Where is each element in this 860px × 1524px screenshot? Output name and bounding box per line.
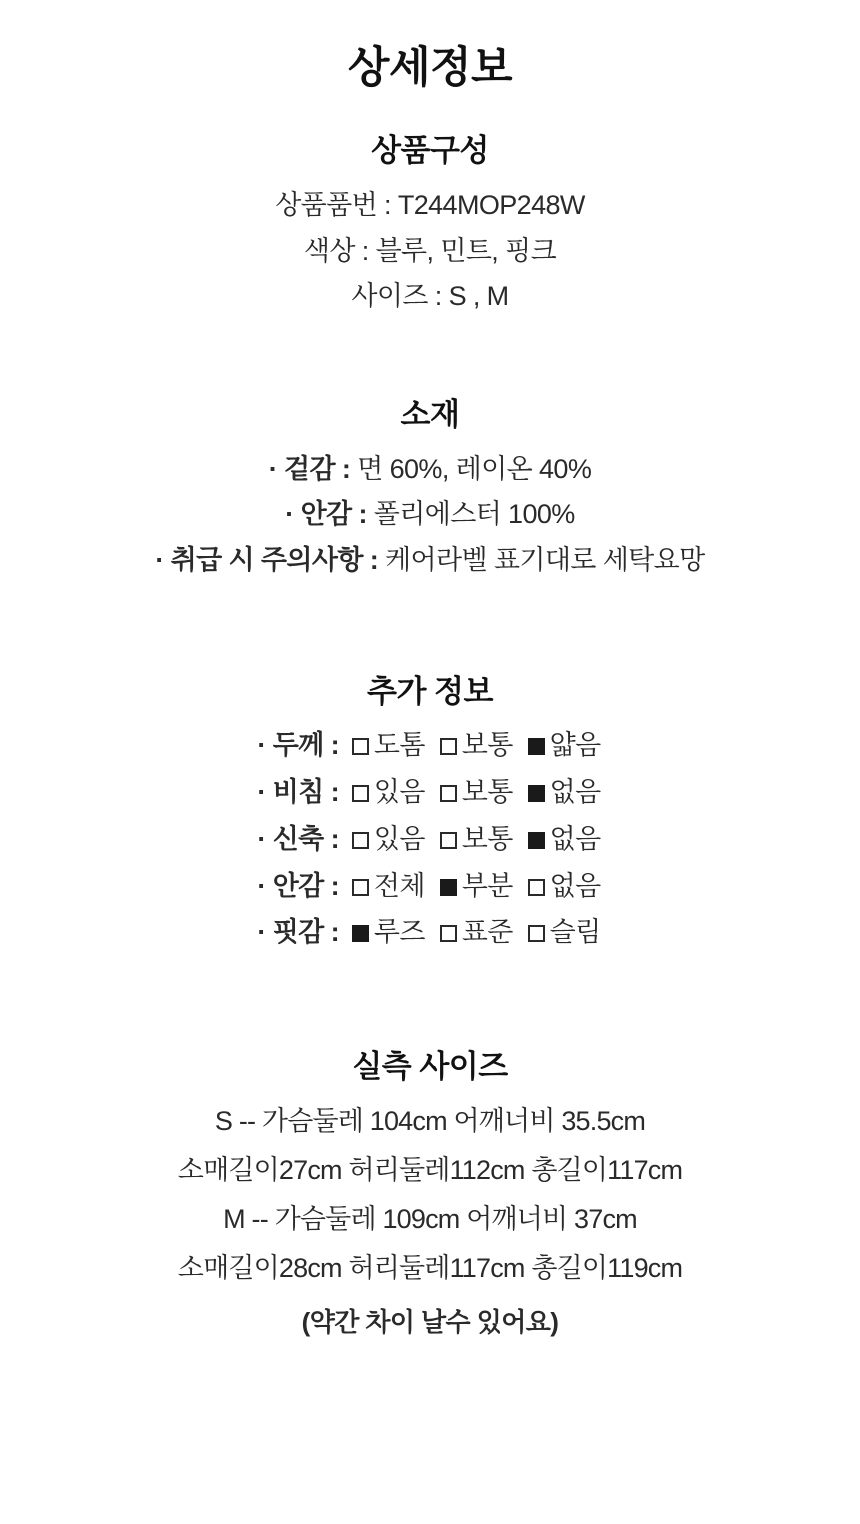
material-row xyxy=(155,543,704,578)
spec-row-transparency xyxy=(257,776,602,810)
spec-option-label: 없음 xyxy=(549,870,601,901)
spec-row-lining xyxy=(257,870,602,904)
spec-label: · 비침 : xyxy=(257,777,339,808)
checkbox-checked-icon[interactable] xyxy=(528,785,545,802)
checkbox-unchecked-icon[interactable] xyxy=(352,738,369,755)
spec-option[interactable] xyxy=(440,729,513,763)
material-row-value: 면 60%, 레이온 40% xyxy=(357,453,592,484)
spec-option-label: 없음 xyxy=(549,777,601,808)
spec-option[interactable] xyxy=(528,870,601,904)
section-title-measurements: 실측 사이즈 xyxy=(352,1049,508,1085)
spec-option-label: 루즈 xyxy=(373,917,425,948)
spec-option[interactable] xyxy=(352,870,425,904)
spec-option-label: 보통 xyxy=(461,730,513,761)
checkbox-unchecked-icon[interactable] xyxy=(440,738,457,755)
spec-option-label: 전체 xyxy=(373,870,425,901)
material-row-value: 폴리에스터 100% xyxy=(373,499,575,530)
measurement-line: 소매길이27cm 허리둘레112cm 총길이117cm xyxy=(177,1155,683,1186)
spec-option-label: 있음 xyxy=(373,777,425,808)
spec-option[interactable] xyxy=(528,776,601,810)
checkbox-unchecked-icon[interactable] xyxy=(528,925,545,942)
section-measurements xyxy=(0,1041,860,1365)
checkbox-unchecked-icon[interactable] xyxy=(440,925,457,942)
spec-option-label: 없음 xyxy=(549,823,601,854)
spec-option-label: 보통 xyxy=(461,777,513,808)
spec-option[interactable] xyxy=(352,916,425,950)
spec-option-label: 슬림 xyxy=(549,917,601,948)
section-extra-info xyxy=(0,666,860,963)
spec-option-label: 얇음 xyxy=(549,730,601,761)
spec-option-label: 보통 xyxy=(461,823,513,854)
checkbox-unchecked-icon[interactable] xyxy=(440,785,457,802)
measurement-line: 소매길이28cm 허리둘레117cm 총길이119cm xyxy=(177,1253,683,1284)
spec-option[interactable] xyxy=(528,729,601,763)
spec-option[interactable] xyxy=(440,823,513,857)
spec-option[interactable] xyxy=(528,823,601,857)
section-material xyxy=(0,389,860,589)
material-row-label: · 취급 시 주의사항 : xyxy=(155,544,379,575)
material-row xyxy=(269,452,591,487)
checkbox-unchecked-icon[interactable] xyxy=(528,879,545,896)
composition-line: 사이즈 : S , M xyxy=(351,281,509,312)
spec-option[interactable] xyxy=(440,870,513,904)
checkbox-checked-icon[interactable] xyxy=(440,879,457,896)
spec-option-label: 부분 xyxy=(461,870,513,901)
composition-line: 색상 : 블루, 민트, 핑크 xyxy=(303,235,557,266)
checkbox-unchecked-icon[interactable] xyxy=(352,879,369,896)
spec-option[interactable] xyxy=(528,916,601,950)
checkbox-checked-icon[interactable] xyxy=(352,925,369,942)
spec-option[interactable] xyxy=(352,776,425,810)
section-composition xyxy=(0,125,860,325)
checkbox-unchecked-icon[interactable] xyxy=(440,832,457,849)
checkbox-checked-icon[interactable] xyxy=(528,738,545,755)
measurement-line: S -- 가슴둘레 104cm 어깨너비 35.5cm xyxy=(214,1106,646,1137)
spec-row-elasticity xyxy=(257,823,602,857)
spec-option-label: 표준 xyxy=(461,917,513,948)
checkbox-unchecked-icon[interactable] xyxy=(352,785,369,802)
spec-option[interactable] xyxy=(440,916,513,950)
spec-row-thickness xyxy=(257,729,602,763)
spec-label: · 안감 : xyxy=(257,870,339,901)
checkbox-checked-icon[interactable] xyxy=(528,832,545,849)
material-row-label: · 겉감 : xyxy=(268,453,351,484)
spec-option-label: 도톰 xyxy=(373,730,425,761)
section-title-material: 소재 xyxy=(400,396,460,432)
checkbox-unchecked-icon[interactable] xyxy=(352,832,369,849)
page-title: 상세정보 xyxy=(347,44,513,92)
material-row-label: · 안감 : xyxy=(285,499,367,530)
spec-option[interactable] xyxy=(352,823,425,857)
spec-label: · 두께 : xyxy=(257,730,339,761)
spec-label: · 핏감 : xyxy=(257,917,339,948)
spec-option[interactable] xyxy=(440,776,513,810)
spec-option[interactable] xyxy=(352,729,425,763)
spec-label: · 신축 : xyxy=(257,823,339,854)
material-row-value: 케어라벨 표기대로 세탁요망 xyxy=(385,544,705,575)
measurement-line: M -- 가슴둘레 109cm 어깨너비 37cm xyxy=(223,1204,637,1235)
spec-option-label: 있음 xyxy=(373,823,425,854)
measurement-note: (약간 차이 날수 있어요) xyxy=(301,1307,559,1338)
section-title-composition: 상품구성 xyxy=(371,133,489,168)
material-row xyxy=(285,497,574,532)
section-title-extra-info: 추가 정보 xyxy=(367,674,493,710)
spec-row-fit xyxy=(257,916,602,950)
composition-line: 상품품번 : T244MOP248W xyxy=(275,190,585,220)
